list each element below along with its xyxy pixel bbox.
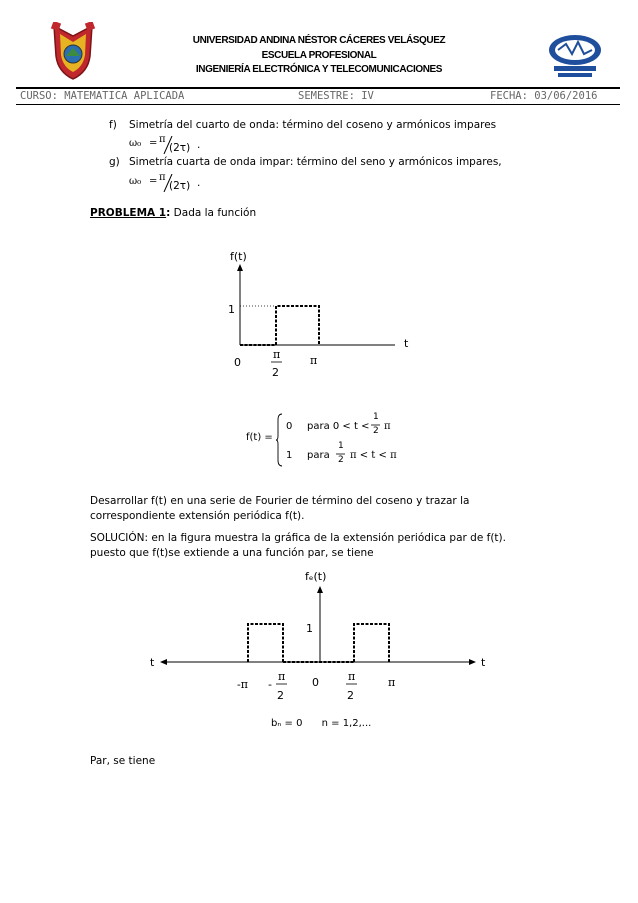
- item-f-text: Simetría del cuarto de onda: término del coseno y armónicos impares: [129, 119, 497, 131]
- graph1-level-one: 1: [228, 303, 235, 316]
- even-extension-graph: [140, 562, 500, 712]
- row1-condition: para 0 < t <: [307, 421, 370, 432]
- item-g-label: g): [109, 156, 120, 168]
- graph2-xlabel-right: t: [481, 656, 486, 669]
- graph2-level-one: 1: [306, 622, 313, 635]
- period: .: [197, 139, 201, 151]
- program-name: INGENIERÍA ELECTRÓNICA Y TELECOMUNICACIONES: [195, 64, 443, 75]
- task-line-2: correspondiente extensión periódica f(t).: [90, 510, 305, 522]
- row2-frac-num: 1: [338, 441, 344, 451]
- bn-result: [271, 718, 371, 729]
- row1-value: 0: [286, 421, 293, 432]
- row1-frac-num: 1: [373, 412, 379, 422]
- piecewise-definition: [246, 412, 406, 472]
- graph2-pi: π: [388, 676, 396, 689]
- problem-intro: Dada la función: [173, 207, 257, 219]
- row2-value: 1: [286, 450, 293, 461]
- row2-condition: para: [307, 450, 330, 461]
- graph2-origin: 0: [312, 676, 319, 689]
- closing-text: Par, se tiene: [90, 755, 156, 767]
- y-axis-arrow: [237, 264, 243, 271]
- graph2-neg-sign: -: [268, 678, 272, 691]
- course-label: CURSO: MATEMATICA APLICADA: [20, 90, 185, 102]
- omega-symbol: ω₀: [129, 138, 142, 149]
- solution-line-2: puesto que f(t)se extiende a una función par, se tiene: [90, 547, 374, 559]
- period: .: [197, 177, 201, 189]
- two-tau: (2τ): [169, 180, 191, 192]
- omega-symbol: ω₀: [129, 176, 142, 187]
- solution-line-1: SOLUCIÓN: en la figura muestra la gráfica de la extensión periódica par de f(t).: [90, 532, 506, 544]
- left-brace: [276, 412, 284, 468]
- pi-symbol: π: [159, 134, 166, 145]
- piecewise-lhs: f(t) =: [246, 432, 273, 443]
- bn-rhs: n = 1,2,...: [321, 718, 372, 729]
- graph1-pi-half-den: 2: [272, 366, 279, 379]
- row2-tail: π < t < π: [350, 450, 397, 461]
- graph2-pos-half-den: 2: [347, 689, 354, 702]
- problem-title: PROBLEMA 1: [90, 207, 167, 219]
- row1-pi: π: [384, 421, 391, 432]
- two-tau: (2τ): [169, 142, 191, 154]
- graph1-pi-half-num: π: [273, 348, 281, 361]
- signal-pulse: [276, 306, 319, 345]
- signal-pulse-right: [354, 624, 389, 662]
- item-g-text: Simetría cuarta de onda impar: término del seno y armónicos impares,: [129, 156, 502, 168]
- item-f-label: f): [109, 119, 117, 131]
- graph1-origin: 0: [234, 356, 241, 369]
- school-name: ESCUELA PROFESIONAL: [261, 50, 377, 61]
- fraction-bar: [336, 453, 346, 455]
- graph2-neg-pi: -π: [237, 678, 248, 691]
- graph1-pi: π: [310, 354, 318, 367]
- fraction-bar: [371, 424, 381, 426]
- row1-frac-den: 2: [373, 426, 379, 436]
- pi-symbol: π: [159, 172, 166, 183]
- x-axis-left-arrow: [160, 659, 167, 665]
- item-f-formula: [129, 134, 209, 156]
- function-graph: [210, 240, 430, 390]
- university-name: UNIVERSIDAD ANDINA NÉSTOR CÁCERES VELÁSQUEZ: [192, 35, 446, 46]
- graph2-neg-half-num: π: [278, 670, 286, 683]
- faculty-logo: [546, 32, 604, 80]
- equals-sign: =: [149, 176, 158, 187]
- semester-label: SEMESTRE: IV: [298, 90, 374, 102]
- graph2-ylabel: fₑ(t): [305, 570, 327, 583]
- problem-colon: :: [166, 207, 171, 219]
- graph2-xlabel-left: t: [150, 656, 155, 669]
- graph2-pos-half-num: π: [348, 670, 356, 683]
- item-g-formula: [129, 172, 209, 194]
- task-line-1: Desarrollar f(t) en una serie de Fourier de término del coseno y trazar la: [90, 495, 470, 507]
- graph2-neg-half-den: 2: [277, 689, 284, 702]
- course-info-bar: [16, 87, 620, 105]
- problem-heading: [90, 207, 256, 219]
- equals-sign: =: [149, 138, 158, 149]
- y-axis-arrow: [317, 586, 323, 593]
- x-axis-right-arrow: [469, 659, 476, 665]
- bn-lhs: bₙ = 0: [271, 718, 303, 729]
- row2-frac-den: 2: [338, 455, 344, 465]
- graph1-ylabel: f(t): [230, 250, 247, 263]
- signal-pulse-left: [248, 624, 283, 662]
- date-label: FECHA: 03/06/2016: [490, 90, 598, 102]
- graph1-xlabel: t: [404, 337, 409, 350]
